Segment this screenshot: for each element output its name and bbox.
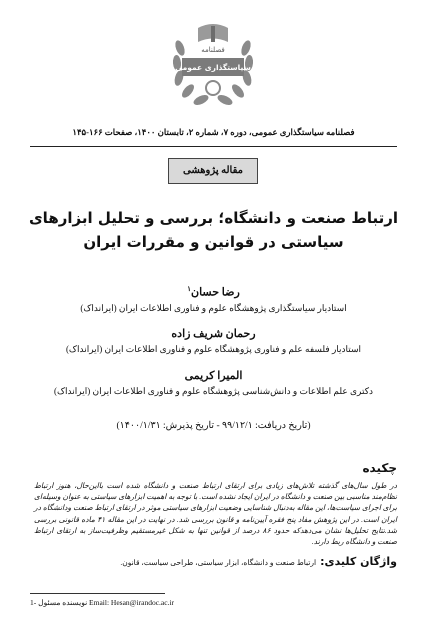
divider	[30, 146, 397, 147]
author-2	[20, 327, 407, 355]
abstract-heading: چکیده	[362, 461, 397, 475]
footnote-divider	[30, 593, 165, 594]
received-accepted-dates: (تاریخ دریافت: ۹۹/۱۲/۱ - تاریخ پذیرش: ۱۴۰۰/۱/۳۱)	[116, 421, 311, 431]
keywords-text: ارتباط صنعت و دانشگاه، ابزار سیاستی، طراحی سیاست، قانون.	[120, 558, 317, 567]
author-3	[20, 369, 407, 397]
logo-band-text: سیاستگذاری عمومی	[175, 63, 251, 72]
footnote-label: نویسنده مسئول	[38, 598, 88, 607]
footnote-number: 1-	[30, 598, 37, 607]
logo-top-text: فصلنامه	[201, 46, 225, 54]
abstract-text: در طول سال‌های گذشته تلاش‌های زیادی برای ارتقای ارتباط صنعت و دانشگاه شده است با‌این‌حال، هنوز ارتباط نظام‌مند مناسبی بین صنعت و دانشگاه در ایران ایجاد نشده است. با توجه به اهمیت ابزارهای سیاستی به عنوان وسیله‌ای برای اجرای سیاست‌ها، این مقاله به‌دنبال شناسایی وضعیت ابزارهای سیاستی موثر در ارتقای ارتباط صنعت ودانشگاه در ایران است. در این پژوهش مفاد پنج فقره آیین‌نامه و قانون بررسی شد. در نهایت در این مقاله ۴۱ ماده قانونی بررسی شد.نتایج تحلیل‌ها نشان می‌دهدکه حدود ۸۶ درصد از قوانین تنها به شکل غیرمستقیم وظرفیت‌ساز به ارتقای ارتباط صنعت و دانشگاه ربط دارند.	[34, 481, 397, 547]
author-name: رضا حسان$^۱$	[187, 285, 240, 299]
author-footnote-mark: ۱	[187, 285, 191, 293]
book-emblem-icon	[198, 24, 228, 42]
footnote	[30, 598, 174, 607]
keywords-label: واژگان کلیدی:	[320, 555, 397, 568]
author-name: رحمان شریف زاده	[171, 328, 256, 340]
journal-citation: فصلنامه سیاستگذاری عمومی، دوره ۷، شماره ۲، تابستان ۱۴۰۰، صفحات ۱۶۶-۱۴۵	[72, 127, 355, 137]
article-type-badge: مقاله پژوهشی	[168, 158, 258, 184]
author-affiliation: استادیار سیاستگذاری پژوهشگاه علوم و فناوری اطلاعات ایران (ایرانداک)	[80, 302, 347, 313]
author-affiliation: استادیار فلسفه علم و فناوری پژوهشگاه علوم و فناوری اطلاعات ایران (ایرانداک)	[65, 344, 362, 354]
journal-logo	[168, 8, 258, 110]
article-title: ارتباط صنعت و دانشگاه؛ بررسی و تحلیل ابزارهای سیاستی در قوانین و مقررات ایران	[28, 209, 399, 251]
author-1	[20, 285, 407, 314]
footnote-email[interactable]: Email: Hesan@irandoc.ac.ir	[89, 598, 175, 607]
author-affiliation: دکتری علم اطلاعات و دانش‌شناسی پژوهشگاه علوم و فناوری اطلاعات ایران (ایرانداک)	[54, 386, 373, 396]
keywords	[30, 552, 397, 570]
author-name: المیرا کریمی	[184, 370, 243, 382]
